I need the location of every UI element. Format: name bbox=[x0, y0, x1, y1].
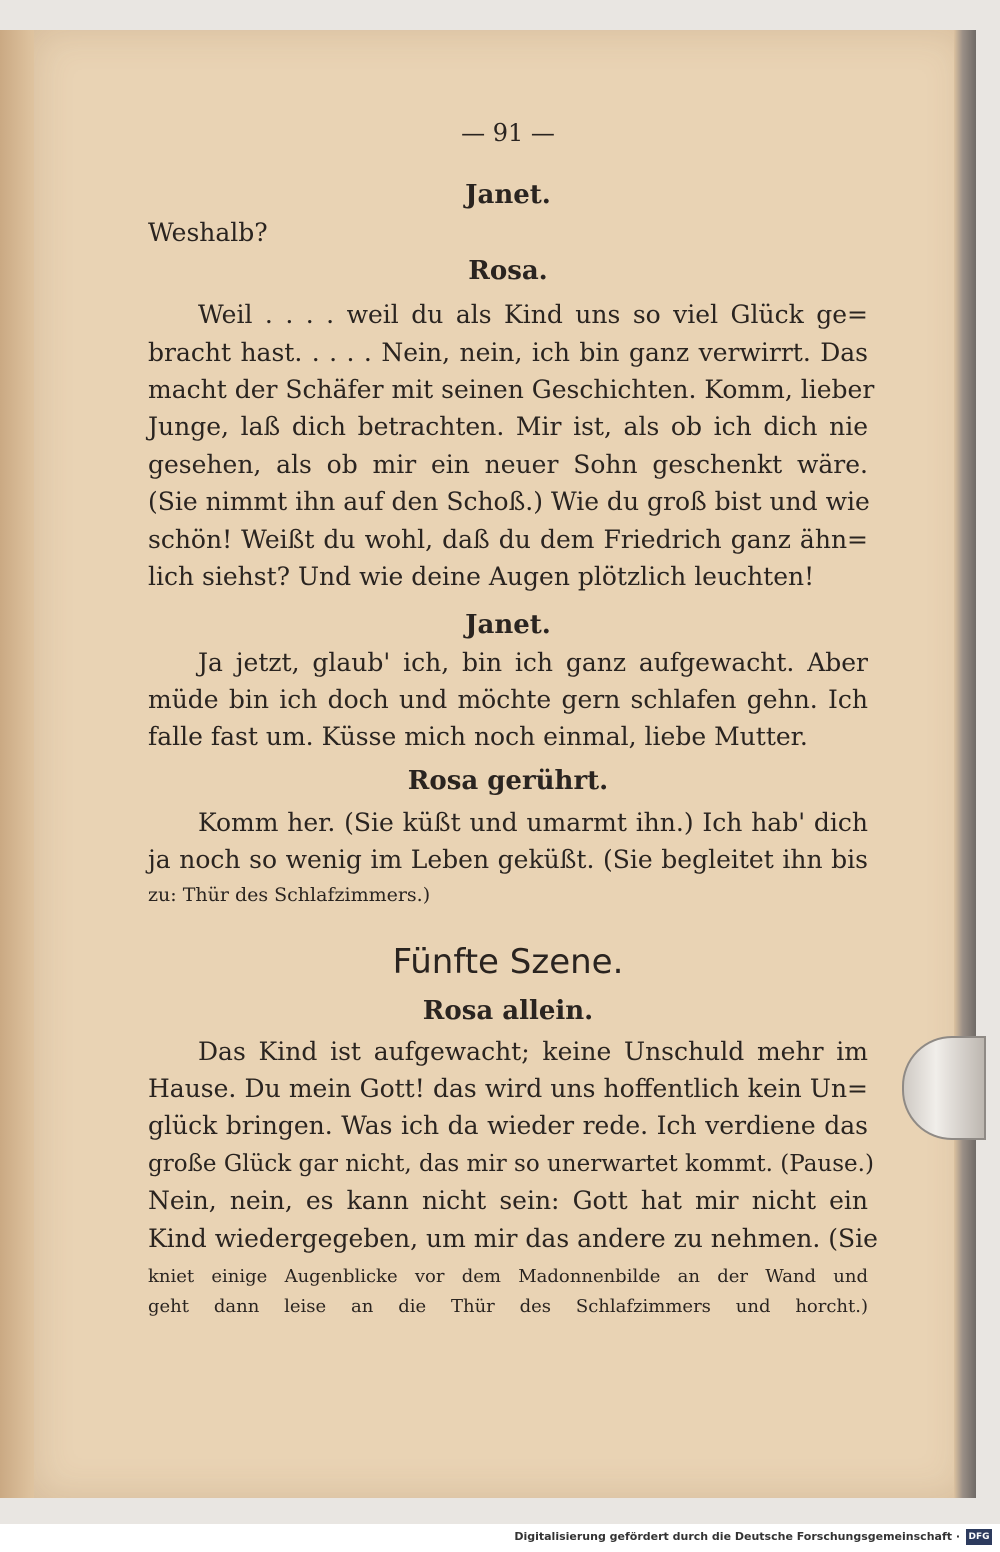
stage-direction: geht dann leise an die Thür des Schlafzimmers und horcht.) bbox=[148, 1296, 868, 1317]
text-line: bracht hast. . . . . Nein, nein, ich bin ganz verwirrt. Das bbox=[148, 338, 868, 367]
book-right-edge bbox=[954, 30, 976, 1498]
text-line: Nein, nein, es kann nicht sein: Gott hat mir nicht ein bbox=[148, 1186, 868, 1215]
scene-heading: Fünfte Szene. bbox=[392, 942, 624, 982]
speaker-rosa-2: Rosa gerührt. bbox=[407, 766, 609, 796]
text-line: Ja jetzt, glaub' ich, bin ich ganz aufgewacht. Aber bbox=[198, 648, 868, 677]
text-line: Weshalb? bbox=[148, 218, 268, 247]
text-line: lich siehst? Und wie deine Augen plötzlich leuchten! bbox=[148, 562, 815, 591]
text-line: Junge, laß dich betrachten. Mir ist, als ob ich dich nie bbox=[148, 412, 868, 441]
text-line: schön! Weißt du wohl, daß du dem Friedrich ganz ähn= bbox=[148, 525, 868, 554]
text-line: Das Kind ist aufgewacht; keine Unschuld mehr im bbox=[198, 1037, 868, 1066]
text-line: macht der Schäfer mit seinen Geschichten. Komm, lieber bbox=[148, 375, 875, 404]
speaker-rosa-1: Rosa. bbox=[468, 256, 548, 286]
text-line: Hause. Du mein Gott! das wird uns hoffentlich kein Un= bbox=[148, 1074, 868, 1103]
text-line: große Glück gar nicht, das mir so unerwartet kommt. (Pause.) bbox=[148, 1151, 874, 1177]
text-line: (Sie nimmt ihn auf den Schoß.) Wie du groß bist und wie bbox=[148, 487, 870, 516]
dfg-logo: DFG bbox=[966, 1529, 992, 1545]
footer-text: Digitalisierung gefördert durch die Deutsche Forschungsgemeinschaft · bbox=[514, 1530, 960, 1543]
text-line: müde bin ich doch und möchte gern schlafen gehn. Ich bbox=[148, 685, 868, 714]
speaker-rosa-3: Rosa allein. bbox=[422, 996, 594, 1026]
text-line: gesehen, als ob mir ein neuer Sohn geschenkt wäre. bbox=[148, 450, 868, 479]
text-line: glück bringen. Was ich da wieder rede. Ich verdiene das bbox=[148, 1111, 868, 1140]
digitization-footer bbox=[0, 1524, 1000, 1552]
text-line: Kind wiedergegeben, um mir das andere zu nehmen. (Sie bbox=[148, 1224, 878, 1253]
speaker-janet-2: Janet. bbox=[465, 610, 551, 640]
text-line: ja noch so wenig im Leben geküßt. (Sie begleitet ihn bis bbox=[148, 845, 868, 874]
speaker-janet-1: Janet. bbox=[465, 180, 551, 210]
text-line: falle fast um. Küsse mich noch einmal, liebe Mutter. bbox=[148, 722, 808, 751]
stage-direction: kniet einige Augenblicke vor dem Madonnenbilde an der Wand und bbox=[148, 1266, 868, 1287]
text-line: Weil . . . . weil du als Kind uns so viel Glück ge= bbox=[198, 300, 868, 329]
stage-direction: zu: Thür des Schlafzimmers.) bbox=[148, 884, 431, 906]
page-number: — 91 — bbox=[461, 119, 555, 147]
text-line: Komm her. (Sie küßt und umarmt ihn.) Ich hab' dich bbox=[198, 808, 868, 837]
